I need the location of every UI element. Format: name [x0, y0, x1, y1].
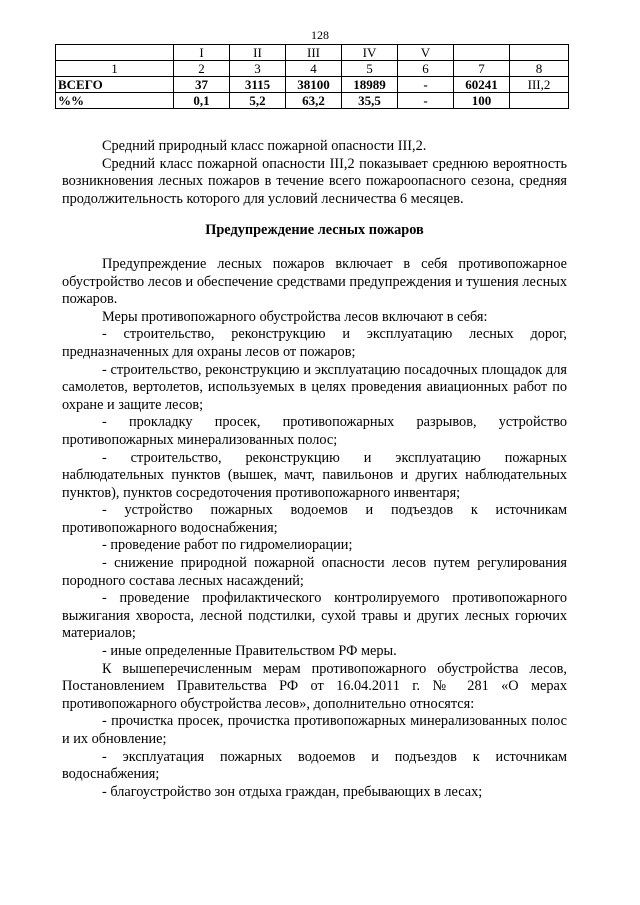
table-header-numbers [56, 61, 569, 77]
fire-class-table [55, 44, 569, 109]
list-item: - проведение работ по гидромелиорации; [102, 537, 353, 554]
table-cell: V [398, 45, 454, 61]
page-number: 128 [311, 28, 329, 42]
table-row-label: ВСЕГО [56, 77, 174, 93]
table-cell: 35,5 [342, 93, 398, 109]
list-item: - строительство, реконструкцию и эксплуатацию лесных дорог, предназначенных для охраны лесов от пожаров; [62, 326, 567, 360]
table-cell: 5 [342, 61, 398, 77]
table-row-total [56, 77, 569, 93]
table-cell: - [398, 93, 454, 109]
paragraph: Предупреждение лесных пожаров включает в себя противопожарное обустройство лесов и обеспечение средствами предупреждения и тушения лесных пожаров. [62, 255, 567, 308]
document-body [62, 138, 567, 801]
table-cell [510, 45, 569, 61]
table-cell: 100 [454, 93, 510, 109]
table-cell: 38100 [286, 77, 342, 93]
table-cell [510, 93, 569, 109]
table-cell: IV [342, 45, 398, 61]
list-item: - благоустройство зон отдыха граждан, пребывающих в лесах; [102, 783, 483, 800]
table-cell: 2 [174, 61, 230, 77]
table-cell: 4 [286, 61, 342, 77]
table-row-percent [56, 93, 569, 109]
table-cell: 3 [230, 61, 286, 77]
table-cell [56, 45, 174, 61]
table-cell: 6 [398, 61, 454, 77]
table-row-label: %% [56, 93, 174, 109]
table-cell: III [286, 45, 342, 61]
table-cell: 8 [510, 61, 569, 77]
table-cell: 7 [454, 61, 510, 77]
list-item: - прокладку просек, противопожарных разрывов, устройство противопожарных минерализованных полос; [62, 414, 567, 448]
table-cell: 63,2 [286, 93, 342, 109]
list-item: - строительство, реконструкцию и эксплуатацию посадочных площадок для самолетов, вертолетов, используемых в целях проведения авиационных работ по охране и защите лесов; [62, 361, 567, 413]
list-item: - строительство, реконструкцию и эксплуатацию пожарных наблюдательных пунктов (вышек, мачт, павильонов и других наблюдательных пунктов), пунктов сосредоточения противопожарного инвентаря; [62, 449, 567, 501]
table-cell: 1 [56, 61, 174, 77]
list-item: - иные определенные Правительством РФ меры. [102, 643, 397, 660]
paragraph: Средний класс пожарной опасности III,2 показывает среднюю вероятность возникновения лесных пожаров в течение всего пожароопасного сезона, средняя продолжительность которого для условий лесничества 6 месяцев. [62, 155, 567, 207]
table-cell: II [230, 45, 286, 61]
table-cell: 5,2 [230, 93, 286, 109]
table-cell: I [174, 45, 230, 61]
table-cell: 60241 [454, 77, 510, 93]
list-item: - эксплуатация пожарных водоемов и подъездов к источникам водоснабжения; [62, 748, 567, 783]
table-cell: 18989 [342, 77, 398, 93]
table-cell: 3115 [230, 77, 286, 93]
table-cell: III,2 [510, 77, 569, 93]
paragraph: Меры противопожарного обустройства лесов включают в себя: [102, 308, 488, 325]
table-cell: 37 [174, 77, 230, 93]
list-item: - устройство пожарных водоемов и подъездов к источникам противопожарного водоснабжения; [62, 502, 567, 536]
list-item: - прочистка просек, прочистка противопожарных минерализованных полос и их обновление; [62, 713, 567, 747]
section-title: Предупреждение лесных пожаров [205, 222, 424, 239]
table-cell: - [398, 77, 454, 93]
list-item: - проведение профилактического контролируемого противопожарного выжигания хвороста, лесной подстилки, сухой травы и других лесных горючих материалов; [62, 590, 567, 642]
list-item: - снижение природной пожарной опасности лесов путем регулирования породного состава лесных насаждений; [62, 555, 567, 589]
table-cell [454, 45, 510, 61]
table-header-classes [56, 45, 569, 61]
paragraph: К вышеперечисленным мерам противопожарного обустройства лесов, Постановлением Правительства РФ от 16.04.2011 г. № 281 «О мерах противопожарного обустройства лесов», дополнительно относятся: [62, 660, 567, 712]
paragraph: Средний природный класс пожарной опасности III,2. [102, 138, 427, 154]
table-cell: 0,1 [174, 93, 230, 109]
